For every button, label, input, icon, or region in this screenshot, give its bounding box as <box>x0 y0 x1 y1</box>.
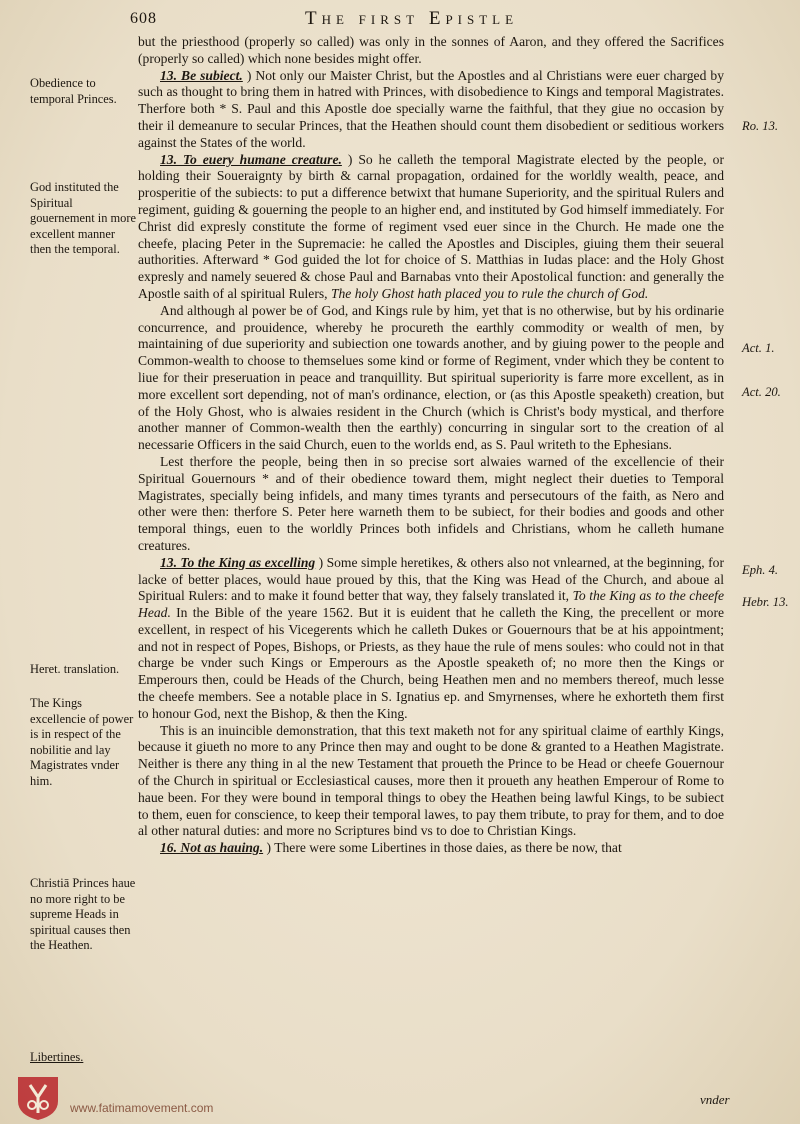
margin-note-libertines: Libertines. <box>30 1050 84 1064</box>
paragraph-7: 16. Not as hauing. ) There were some Libertines in those daies, as there be now, that <box>160 840 622 856</box>
paragraph-0: but the priesthood (properly so called) was only in the sonnes of Aaron, and they offered the Sacrifices (properly so called) which none besides might offer. <box>138 34 724 66</box>
paragraph-5: 13. To the King as excelling ) Some simple heretikes, & others also not vnlearned, at the beginning, for lacke of better places, would haue proued by this, that the King was Head of the Church, and aboue al Spiritual Rulers: and to make it found better that way, they falsely translated it, To the King as to the cheefe Head. In the Bible of the yeare 1562. But it is euident that he calleth the King, the precellent or more excellent, in respect of his Vicegerents which he calleth Dukes or Gouernours that be at his appointment; and not in respect of Popes, Bishops, or Priests, as they haue the rule of mens soules: who could not in that charge be vnder such Kings or Emperours as the Apostle speaketh of; no more then the Kings or Emperours then, could be Heads of the Church, being Heathen men and no members thereof, much lesse the cheefe members. See a notable place in S. Ignatius ep. and Smyrnenses, where he exhorteth them first to honour God, next the Bishop, & then the King. <box>138 554 724 721</box>
paragraph-2: 13. To euery humane creature. ) So he calleth the temporal Magistrate elected by the people, or holding their Soueraignty by birth & carnal propagation, ordained for the worldly wealth, peace, and prosperitie of the subiects: to put a difference betwixt that humane Superiority, and the spiritual Rulers and regiment, guiding & gouerning the people to an higher end, and instituted by God himself immediately. For Christ did expresly constitute the forme of regiment vsed euer since in the Church. He made one the cheefe, placing Peter in the Supremacie: he called the Apostles and Disciples, giuing them their seueral authorities. Afterward * God guided the lot for choice of S. Matthias in Iudas place: and the Holy Ghost expresly and namely seuered & chose Paul and Barnabas vnto their Apostolical function: and generally the Apostle saith of al spiritual Rulers, The holy Ghost hath placed you to rule the church of God. <box>138 151 724 301</box>
margin-note-obedience: Obedience to temporal Princes. <box>30 76 117 106</box>
margin-ref-acts-1: Act. 1. <box>742 341 775 355</box>
margin-ref-hebrews: Hebr. 13. <box>742 595 789 609</box>
catchword: vnder <box>700 1092 730 1107</box>
margin-ref-acts-20: Act. 20. <box>742 385 781 399</box>
running-title: The first Epistle <box>305 8 519 29</box>
paragraph-3: And although al power be of God, and Kings rule by him, yet that is no otherwise, but by his ordinarie concurrence, and prouidence, whereby he procureth the earthly commodity or wealth of men, by maintaining of due superiority and subiection one towards another, and by giuing power to the people and Common-wealth to choose to themselues some kind or forme of Regiment, vnder which they be content to liue for their preseruation in peace and tranquillity. But spiritual superiority is farre more excellent, as in more excellent sort depending, not of man's ordinance, election, or (as this Apostle speaketh) creation, but of the Holy Ghost, who is alwaies resident in the Church (which is Christ's body mystical, and therfore another manner of Common-wealth then the earthly) concurring in singular sort to the creation of al necessarie Officers in the said Church, euen to the worlds end, as S. Paul writeth to the Ephesians. <box>138 302 724 453</box>
watermark-url[interactable]: www.fatimamovement.com <box>70 1101 214 1115</box>
paragraph-4: Lest therfore the people, being then in so precise sort alwaies warned of the excellencie of their Spiritual Gouernours * and of their obedience toward them, might neglect their dueties to Temporal Magistrates, specially being infidels, and many times tyrants and persecutours of the faith, as Nero and other were then: therfore S. Peter here warneth them to be subiect, for their bodies and goods and other temporal things, euen to the worldly Princes both infidels and Christians, whom he calleth humane creatures. <box>138 453 724 553</box>
margin-note-spiritual-government: God instituted the Spiritual gouernement in more excellent manner then the temporal. <box>30 180 136 257</box>
margin-ref-ephesians: Eph. 4. <box>742 563 779 577</box>
main-text <box>138 34 724 857</box>
paragraph-6: This is an inuincible demonstration, that this text maketh not for any spiritual claime of earthly Kings, because it giueth no more to any Prince then may and ought to be done & granted to a Heathen Magistrate. Neither is there any thing in al the new Testament that proueth the Prince to be Head or cheefe Gouernour of the Church in spiritual or Ecclesiastical causes, more then it proueth any heathen Emperour of Rome to haue been. For they were bound in temporal things to obey the Heathen being lawful Kings, to be subiect to them, euen for conscience, to keep their temporal lawes, to pay them tribute, to pray for them, and to doe al other natural duties: and more no Scriptures bind vs to doe to Christian Kings. <box>138 722 724 839</box>
margin-note-christian-princes: Christiā Princes haue no more right to be supreme Heads in spiritual causes then the Heathen. <box>30 876 136 953</box>
running-header <box>130 8 730 34</box>
fatima-shield-logo-icon <box>10 1075 66 1121</box>
page-number: 608 <box>130 10 157 27</box>
margin-ref-romans: Ro. 13. <box>742 119 779 133</box>
margin-note-heretical-translation: Heret. translation. <box>30 662 120 676</box>
paragraph-1: 13. Be subiect. ) Not only our Maister Christ, but the Apostles and al Christians were euer charged by such as thought to bring them in hatred with Princes, with disobedience to Kings and temporal Magistrates. Therfore both * S. Paul and this Apostle doe specially warne the faithful, that they giue no occasion by their il demeanure to secular Princes, that the Heathen should count them disobedient or seditious workers against the States of the world. <box>138 67 724 150</box>
margin-note-kings-excellencie: The Kings excellencie of power is in respect of the nobilitie and lay Magistrates vnder him. <box>30 696 134 788</box>
